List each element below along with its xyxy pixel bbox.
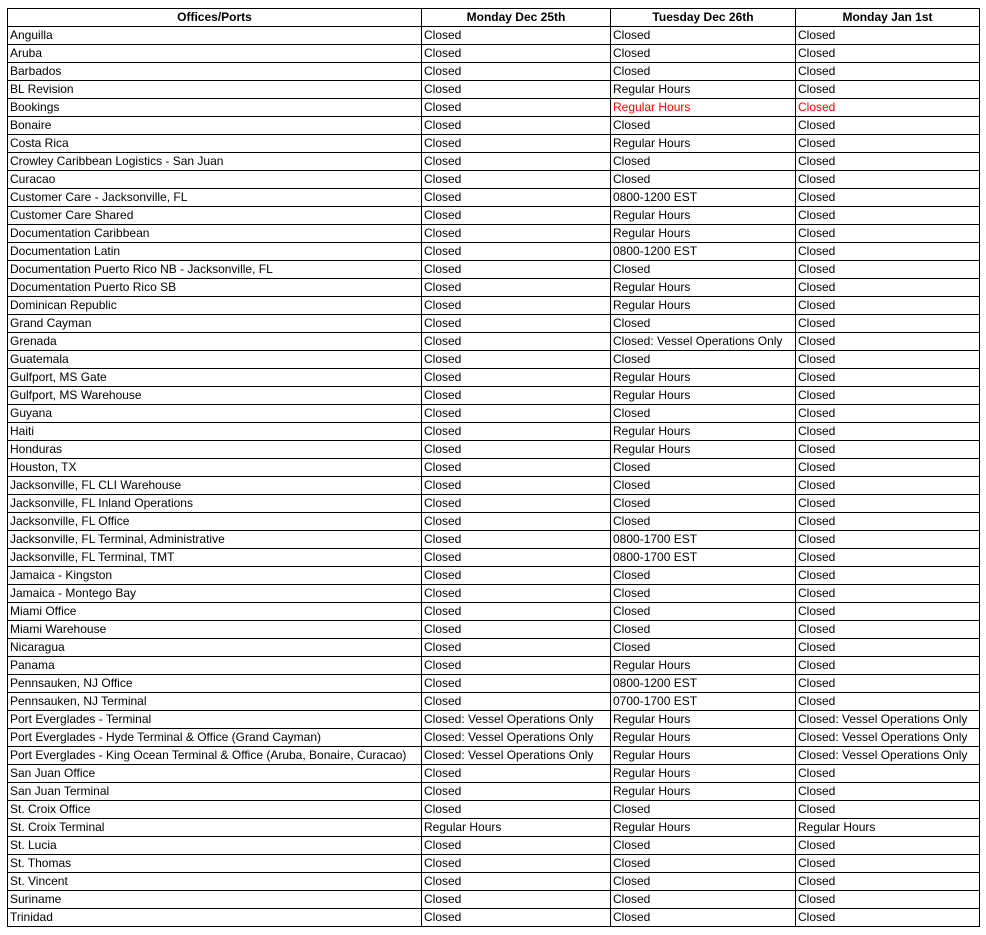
office-cell: Jacksonville, FL Office <box>8 513 422 531</box>
table-body <box>8 27 980 927</box>
dec26-cell: Closed <box>611 27 796 45</box>
office-cell: Customer Care - Jacksonville, FL <box>8 189 422 207</box>
table-row <box>8 693 980 711</box>
dec25-cell: Closed <box>422 207 611 225</box>
dec26-cell: Regular Hours <box>611 765 796 783</box>
table-row <box>8 441 980 459</box>
dec26-cell: Closed <box>611 621 796 639</box>
office-cell: Costa Rica <box>8 135 422 153</box>
dec25-cell: Closed <box>422 657 611 675</box>
table-row <box>8 747 980 765</box>
dec25-cell: Closed <box>422 261 611 279</box>
office-cell: Barbados <box>8 63 422 81</box>
header-row <box>8 9 980 27</box>
dec25-cell: Closed <box>422 909 611 927</box>
table-row <box>8 387 980 405</box>
jan1-cell: Closed <box>796 495 980 513</box>
dec25-cell: Closed <box>422 171 611 189</box>
dec25-cell: Closed <box>422 225 611 243</box>
dec25-cell: Closed <box>422 603 611 621</box>
table-row <box>8 45 980 63</box>
jan1-cell: Closed <box>796 63 980 81</box>
dec26-cell: Regular Hours <box>611 747 796 765</box>
table-row <box>8 225 980 243</box>
dec26-cell: Closed: Vessel Operations Only <box>611 333 796 351</box>
table-row <box>8 297 980 315</box>
jan1-cell: Closed <box>796 135 980 153</box>
jan1-cell: Closed <box>796 801 980 819</box>
office-cell: Bonaire <box>8 117 422 135</box>
dec25-cell: Closed <box>422 243 611 261</box>
table-row <box>8 909 980 927</box>
dec26-cell: 0700-1700 EST <box>611 693 796 711</box>
dec26-cell: Regular Hours <box>611 657 796 675</box>
dec26-cell: Regular Hours <box>611 279 796 297</box>
dec25-cell: Closed <box>422 495 611 513</box>
dec26-cell: Closed <box>611 837 796 855</box>
dec26-cell: 0800-1200 EST <box>611 189 796 207</box>
jan1-cell: Closed <box>796 243 980 261</box>
dec25-cell: Closed <box>422 675 611 693</box>
table-row <box>8 675 980 693</box>
jan1-cell: Closed <box>796 549 980 567</box>
dec25-cell: Closed <box>422 27 611 45</box>
table-row <box>8 135 980 153</box>
table-row <box>8 261 980 279</box>
dec26-cell: Closed <box>611 45 796 63</box>
holiday-hours-table <box>7 8 980 927</box>
jan1-cell: Closed <box>796 441 980 459</box>
table-row <box>8 621 980 639</box>
jan1-cell: Closed <box>796 603 980 621</box>
office-cell: St. Croix Office <box>8 801 422 819</box>
office-cell: BL Revision <box>8 81 422 99</box>
office-cell: San Juan Office <box>8 765 422 783</box>
dec26-cell: Closed <box>611 891 796 909</box>
table-row <box>8 423 980 441</box>
table-row <box>8 783 980 801</box>
table-row <box>8 495 980 513</box>
office-cell: Anguilla <box>8 27 422 45</box>
office-cell: Pennsauken, NJ Terminal <box>8 693 422 711</box>
jan1-cell: Closed <box>796 369 980 387</box>
table-row <box>8 549 980 567</box>
dec25-cell: Closed <box>422 351 611 369</box>
dec25-cell: Closed <box>422 549 611 567</box>
table-row <box>8 405 980 423</box>
office-cell: Suriname <box>8 891 422 909</box>
dec25-cell: Closed <box>422 441 611 459</box>
jan1-cell: Closed <box>796 873 980 891</box>
jan1-cell: Closed <box>796 693 980 711</box>
jan1-cell: Closed <box>796 423 980 441</box>
jan1-cell: Closed <box>796 909 980 927</box>
column-header-dec25: Monday Dec 25th <box>422 9 611 27</box>
table-row <box>8 207 980 225</box>
table-row <box>8 639 980 657</box>
table-row <box>8 81 980 99</box>
office-cell: Jacksonville, FL Terminal, TMT <box>8 549 422 567</box>
dec26-cell: Closed <box>611 495 796 513</box>
dec25-cell: Closed <box>422 153 611 171</box>
jan1-cell: Closed <box>796 333 980 351</box>
office-cell: Documentation Puerto Rico SB <box>8 279 422 297</box>
dec26-cell: Closed <box>611 351 796 369</box>
office-cell: Jamaica - Montego Bay <box>8 585 422 603</box>
jan1-cell: Closed <box>796 225 980 243</box>
office-cell: Customer Care Shared <box>8 207 422 225</box>
dec25-cell: Closed <box>422 297 611 315</box>
table-row <box>8 315 980 333</box>
office-cell: St. Lucia <box>8 837 422 855</box>
dec25-cell: Closed <box>422 423 611 441</box>
dec25-cell: Closed <box>422 81 611 99</box>
jan1-cell: Closed: Vessel Operations Only <box>796 711 980 729</box>
table-row <box>8 567 980 585</box>
dec26-cell: Regular Hours <box>611 207 796 225</box>
table-row <box>8 657 980 675</box>
dec26-cell: Closed <box>611 855 796 873</box>
table-row <box>8 711 980 729</box>
table-row <box>8 477 980 495</box>
dec25-cell: Closed <box>422 315 611 333</box>
jan1-cell: Closed <box>796 27 980 45</box>
jan1-cell: Closed <box>796 261 980 279</box>
jan1-cell: Closed <box>796 405 980 423</box>
dec25-cell: Closed <box>422 135 611 153</box>
office-cell: St. Thomas <box>8 855 422 873</box>
dec26-cell: Closed <box>611 153 796 171</box>
dec26-cell: Regular Hours <box>611 81 796 99</box>
office-cell: Jamaica - Kingston <box>8 567 422 585</box>
dec26-cell: Closed <box>611 171 796 189</box>
dec26-cell: Closed <box>611 261 796 279</box>
column-header-offices: Offices/Ports <box>8 9 422 27</box>
dec25-cell: Closed: Vessel Operations Only <box>422 729 611 747</box>
jan1-cell: Closed <box>796 783 980 801</box>
dec26-cell: Closed <box>611 117 796 135</box>
office-cell: Documentation Puerto Rico NB - Jacksonville, FL <box>8 261 422 279</box>
dec26-cell: Closed <box>611 909 796 927</box>
dec25-cell: Closed <box>422 333 611 351</box>
jan1-cell: Closed <box>796 657 980 675</box>
jan1-cell: Regular Hours <box>796 819 980 837</box>
dec26-cell: Regular Hours <box>611 297 796 315</box>
table-row <box>8 27 980 45</box>
office-cell: Miami Office <box>8 603 422 621</box>
jan1-cell: Closed <box>796 621 980 639</box>
table-row <box>8 873 980 891</box>
table-row <box>8 819 980 837</box>
dec26-cell: Regular Hours <box>611 387 796 405</box>
dec26-cell: Regular Hours <box>611 225 796 243</box>
table-row <box>8 603 980 621</box>
office-cell: Bookings <box>8 99 422 117</box>
office-cell: Jacksonville, FL CLI Warehouse <box>8 477 422 495</box>
dec26-cell: Regular Hours <box>611 729 796 747</box>
jan1-cell: Closed <box>796 117 980 135</box>
dec26-cell: Closed <box>611 405 796 423</box>
table-row <box>8 243 980 261</box>
office-cell: Gulfport, MS Warehouse <box>8 387 422 405</box>
table-row <box>8 855 980 873</box>
dec26-cell: Closed <box>611 513 796 531</box>
dec26-cell: Regular Hours <box>611 819 796 837</box>
jan1-cell: Closed <box>796 171 980 189</box>
dec25-cell: Closed <box>422 99 611 117</box>
dec25-cell: Closed <box>422 117 611 135</box>
dec25-cell: Closed <box>422 639 611 657</box>
dec25-cell: Closed <box>422 405 611 423</box>
dec26-cell: Closed <box>611 603 796 621</box>
dec26-cell: 0800-1200 EST <box>611 675 796 693</box>
office-cell: Port Everglades - Hyde Terminal & Office (Grand Cayman) <box>8 729 422 747</box>
dec25-cell: Closed <box>422 477 611 495</box>
dec25-cell: Closed <box>422 891 611 909</box>
table-header <box>8 9 980 27</box>
jan1-cell: Closed <box>796 279 980 297</box>
table-row <box>8 837 980 855</box>
table-row <box>8 333 980 351</box>
table-row <box>8 117 980 135</box>
table-row <box>8 585 980 603</box>
office-cell: Curacao <box>8 171 422 189</box>
dec26-cell: Closed <box>611 63 796 81</box>
jan1-cell: Closed <box>796 531 980 549</box>
dec26-cell: Closed <box>611 459 796 477</box>
dec25-cell: Closed <box>422 369 611 387</box>
jan1-cell: Closed: Vessel Operations Only <box>796 747 980 765</box>
table-row <box>8 63 980 81</box>
jan1-cell: Closed <box>796 351 980 369</box>
office-cell: Panama <box>8 657 422 675</box>
jan1-cell: Closed <box>796 387 980 405</box>
dec25-cell: Closed <box>422 513 611 531</box>
jan1-cell: Closed <box>796 297 980 315</box>
dec25-cell: Closed <box>422 621 611 639</box>
office-cell: Gulfport, MS Gate <box>8 369 422 387</box>
dec25-cell: Closed <box>422 801 611 819</box>
office-cell: Grand Cayman <box>8 315 422 333</box>
jan1-cell: Closed <box>796 585 980 603</box>
table-row <box>8 531 980 549</box>
table-row <box>8 369 980 387</box>
table-row <box>8 801 980 819</box>
office-cell: Dominican Republic <box>8 297 422 315</box>
dec25-cell: Closed <box>422 63 611 81</box>
column-header-dec26: Tuesday Dec 26th <box>611 9 796 27</box>
jan1-cell: Closed <box>796 675 980 693</box>
jan1-cell: Closed <box>796 207 980 225</box>
jan1-cell: Closed <box>796 639 980 657</box>
jan1-cell: Closed <box>796 315 980 333</box>
office-cell: Documentation Caribbean <box>8 225 422 243</box>
table-row <box>8 189 980 207</box>
dec26-cell: Closed <box>611 315 796 333</box>
jan1-cell: Closed <box>796 153 980 171</box>
dec25-cell: Closed: Vessel Operations Only <box>422 711 611 729</box>
office-cell: Pennsauken, NJ Office <box>8 675 422 693</box>
dec25-cell: Closed <box>422 459 611 477</box>
office-cell: Documentation Latin <box>8 243 422 261</box>
jan1-cell: Closed <box>796 855 980 873</box>
jan1-cell: Closed <box>796 99 980 117</box>
dec25-cell: Closed: Vessel Operations Only <box>422 747 611 765</box>
office-cell: Port Everglades - King Ocean Terminal & Office (Aruba, Bonaire, Curacao) <box>8 747 422 765</box>
dec26-cell: Closed <box>611 639 796 657</box>
office-cell: Trinidad <box>8 909 422 927</box>
dec25-cell: Closed <box>422 189 611 207</box>
column-header-jan1: Monday Jan 1st <box>796 9 980 27</box>
dec25-cell: Closed <box>422 873 611 891</box>
office-cell: Miami Warehouse <box>8 621 422 639</box>
table-row <box>8 891 980 909</box>
table-row <box>8 153 980 171</box>
dec25-cell: Closed <box>422 855 611 873</box>
office-cell: Grenada <box>8 333 422 351</box>
dec25-cell: Closed <box>422 783 611 801</box>
office-cell: Port Everglades - Terminal <box>8 711 422 729</box>
office-cell: Guatemala <box>8 351 422 369</box>
dec25-cell: Closed <box>422 585 611 603</box>
dec25-cell: Closed <box>422 693 611 711</box>
table-row <box>8 765 980 783</box>
dec26-cell: Regular Hours <box>611 99 796 117</box>
dec26-cell: 0800-1700 EST <box>611 531 796 549</box>
office-cell: San Juan Terminal <box>8 783 422 801</box>
dec26-cell: Closed <box>611 801 796 819</box>
dec26-cell: Regular Hours <box>611 783 796 801</box>
jan1-cell: Closed: Vessel Operations Only <box>796 729 980 747</box>
office-cell: Jacksonville, FL Terminal, Administrative <box>8 531 422 549</box>
dec25-cell: Closed <box>422 45 611 63</box>
dec26-cell: Regular Hours <box>611 135 796 153</box>
table-row <box>8 171 980 189</box>
jan1-cell: Closed <box>796 45 980 63</box>
office-cell: Houston, TX <box>8 459 422 477</box>
table-row <box>8 351 980 369</box>
jan1-cell: Closed <box>796 189 980 207</box>
office-cell: Honduras <box>8 441 422 459</box>
table-row <box>8 279 980 297</box>
office-cell: Jacksonville, FL Inland Operations <box>8 495 422 513</box>
dec25-cell: Closed <box>422 567 611 585</box>
jan1-cell: Closed <box>796 837 980 855</box>
dec26-cell: Regular Hours <box>611 441 796 459</box>
dec26-cell: Regular Hours <box>611 711 796 729</box>
dec26-cell: Closed <box>611 873 796 891</box>
dec26-cell: Closed <box>611 477 796 495</box>
office-cell: Aruba <box>8 45 422 63</box>
table-row <box>8 729 980 747</box>
table-row <box>8 99 980 117</box>
dec25-cell: Regular Hours <box>422 819 611 837</box>
table-row <box>8 459 980 477</box>
jan1-cell: Closed <box>796 513 980 531</box>
dec25-cell: Closed <box>422 765 611 783</box>
office-cell: St. Croix Terminal <box>8 819 422 837</box>
jan1-cell: Closed <box>796 477 980 495</box>
dec26-cell: 0800-1200 EST <box>611 243 796 261</box>
dec25-cell: Closed <box>422 837 611 855</box>
dec26-cell: Regular Hours <box>611 369 796 387</box>
jan1-cell: Closed <box>796 891 980 909</box>
dec25-cell: Closed <box>422 531 611 549</box>
dec26-cell: Closed <box>611 585 796 603</box>
office-cell: Haiti <box>8 423 422 441</box>
dec26-cell: Regular Hours <box>611 423 796 441</box>
dec26-cell: 0800-1700 EST <box>611 549 796 567</box>
office-cell: St. Vincent <box>8 873 422 891</box>
office-cell: Nicaragua <box>8 639 422 657</box>
jan1-cell: Closed <box>796 567 980 585</box>
office-cell: Guyana <box>8 405 422 423</box>
dec25-cell: Closed <box>422 279 611 297</box>
jan1-cell: Closed <box>796 81 980 99</box>
dec25-cell: Closed <box>422 387 611 405</box>
dec26-cell: Closed <box>611 567 796 585</box>
jan1-cell: Closed <box>796 765 980 783</box>
office-cell: Crowley Caribbean Logistics - San Juan <box>8 153 422 171</box>
jan1-cell: Closed <box>796 459 980 477</box>
table-row <box>8 513 980 531</box>
